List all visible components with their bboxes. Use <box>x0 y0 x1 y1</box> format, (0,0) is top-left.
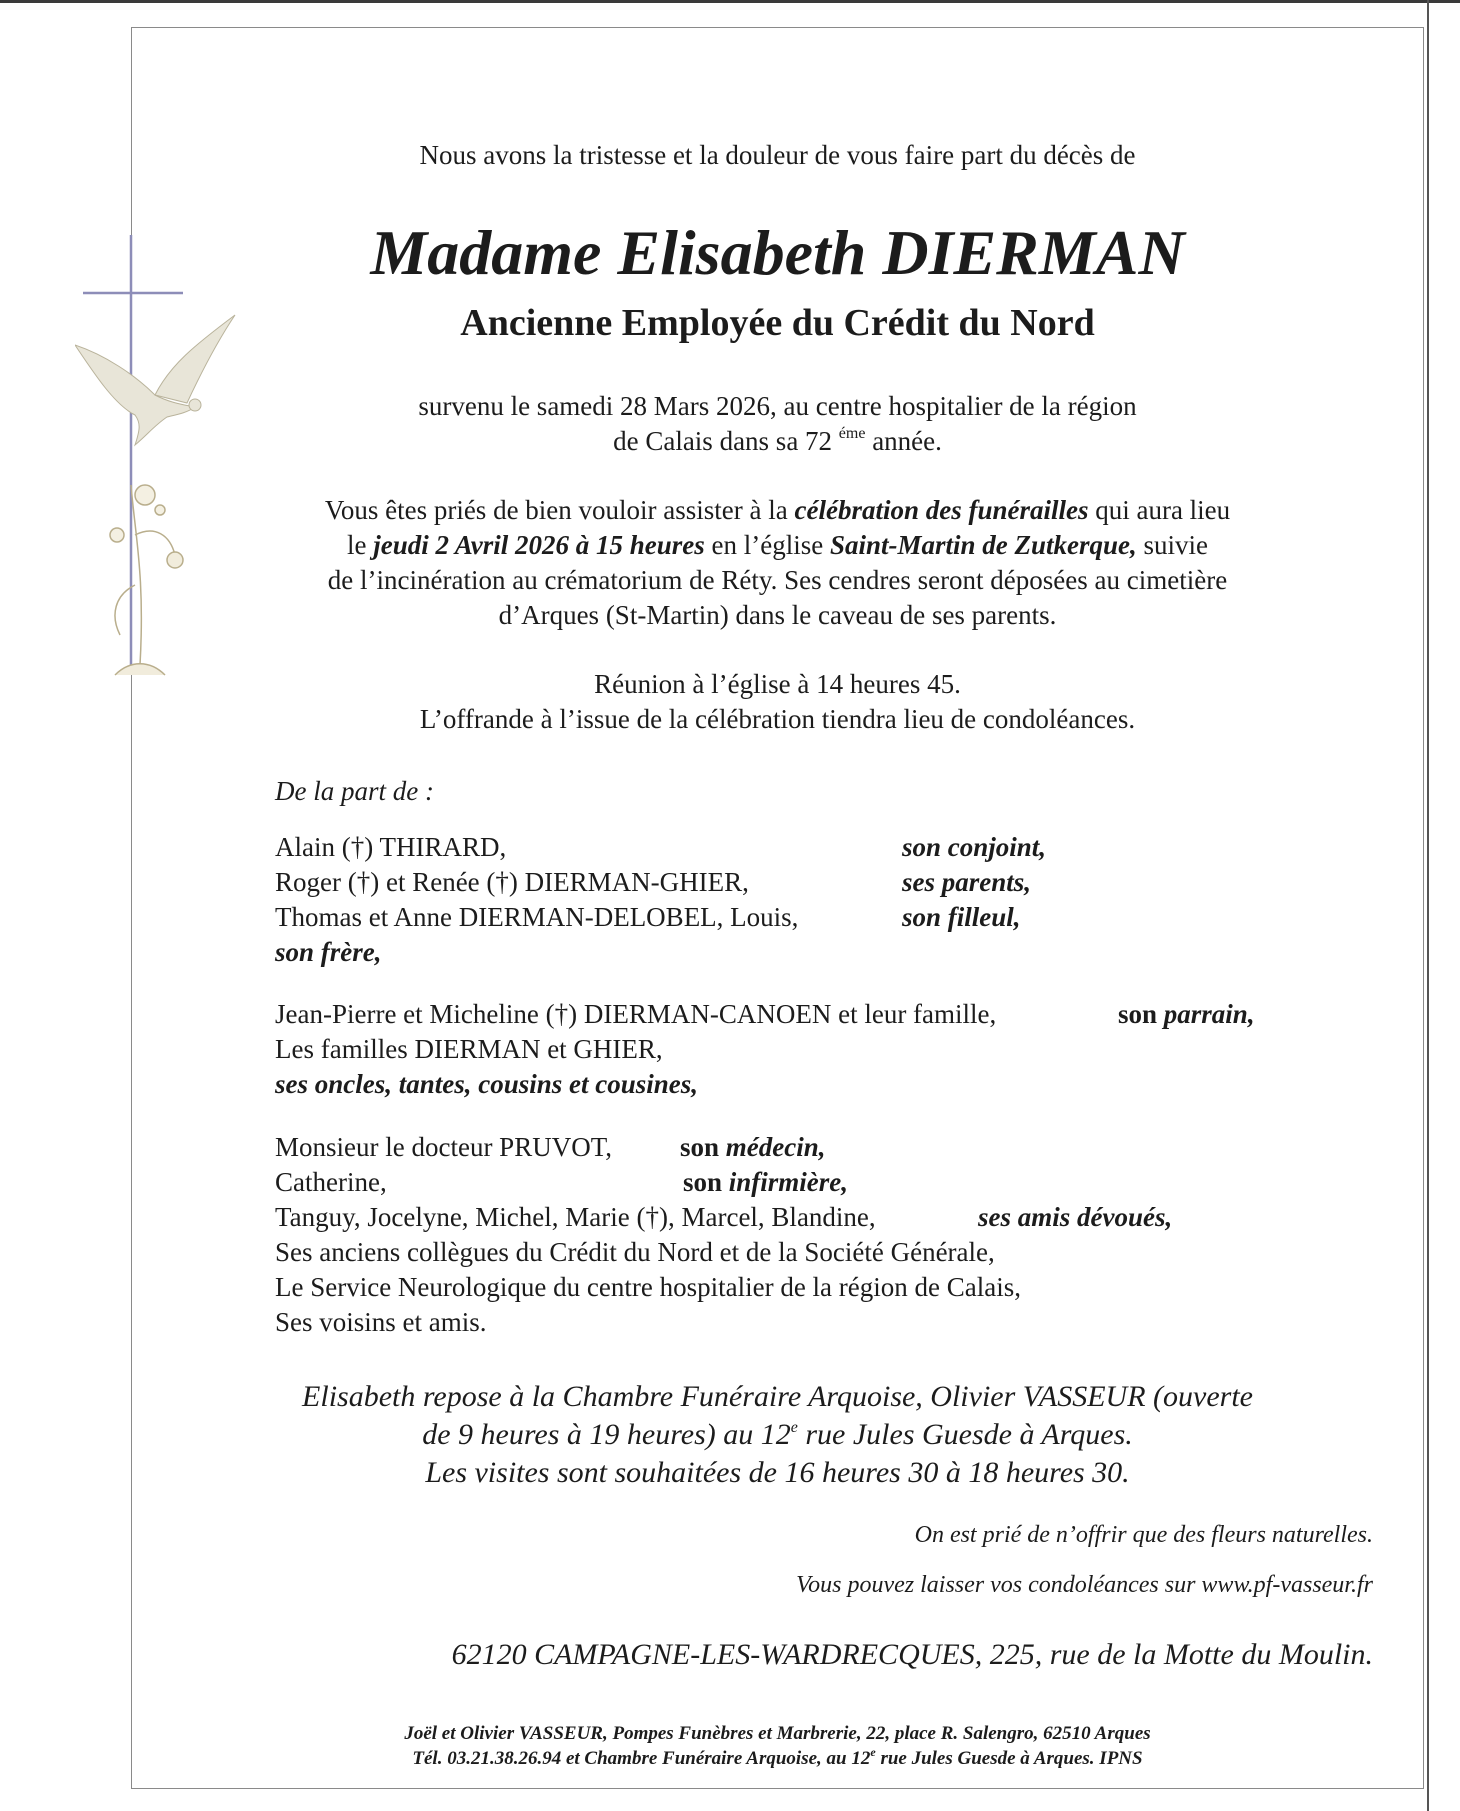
right-border-line <box>1427 0 1429 1811</box>
others-row-1-relation: son médecin, <box>680 1132 826 1162</box>
funeral-line-4: d’Arques (St-Martin) dans le caveau de ses parents. <box>498 600 1057 630</box>
footer-line-2: Tél. 03.21.38.26.94 et Chambre Funéraire Arquoise, au 12e rue Jules Guesde à Arques. IPNS <box>412 1745 1143 1769</box>
family-row-4-relation: son parrain, <box>1118 999 1255 1029</box>
flowers-note: On est prié de n’offrir que des fleurs naturelles. <box>914 1522 1373 1548</box>
family-row-2-relation: ses parents, <box>902 867 1032 897</box>
rest-line-2: de 9 heures à 19 heures) au 12e rue Jules Guesde à Arques. <box>422 1418 1133 1451</box>
funeral-line-1: Vous êtes priés de bien vouloir assister à la célébration des funérailles qui aura lieu <box>324 495 1231 525</box>
family-row-3-name: Thomas et Anne DIERMAN-DELOBEL, Louis, <box>275 902 799 932</box>
family-row-4-name: Jean-Pierre et Micheline (†) DIERMAN-CANOEN et leur famille, <box>275 999 997 1029</box>
family-row-1-relation: son conjoint, <box>902 832 1047 862</box>
meeting-line-2: L’offrande à l’issue de la célébration tiendra lieu de condoléances. <box>419 704 1136 734</box>
others-row-3-relation: ses amis dévoués, <box>978 1202 1173 1232</box>
funeral-line-2: le jeudi 2 Avril 2026 à 15 heures en l’église Saint-Martin de Zutkerque, suivie <box>346 530 1209 560</box>
family-row-6: ses oncles, tantes, cousins et cousines, <box>275 1069 699 1099</box>
funeral-line-3: de l’incinération au crématorium de Réty. Ses cendres seront déposées au cimetière <box>327 565 1228 595</box>
family-row-1-name: Alain (†) THIRARD, <box>275 832 507 862</box>
death-line-2: de Calais dans sa 72 $^{éme}$ année. <box>613 425 942 456</box>
others-row-4: Ses anciens collègues du Crédit du Nord et de la Société Générale, <box>275 1237 995 1267</box>
others-row-2-name: Catherine, <box>275 1167 387 1197</box>
family-row-3-relation: son filleul, <box>902 902 1021 932</box>
others-row-1-name: Monsieur le docteur PRUVOT, <box>275 1132 612 1162</box>
deceased-name <box>131 214 1424 292</box>
others-row-5: Le Service Neurologique du centre hospitalier de la région de Calais, <box>275 1272 1021 1302</box>
others-row-6: Ses voisins et amis. <box>275 1307 487 1337</box>
from-label: De la part de : <box>275 776 434 806</box>
family-row-3-sub: son frère, <box>275 937 382 967</box>
deceased-name-text: Madame Elisabeth DIERMAN <box>370 217 1185 288</box>
rest-line-3: Les visites sont souhaitées de 16 heures 30 à 18 heures 30. <box>425 1456 1130 1489</box>
family-row-2-name: Roger (†) et Renée (†) DIERMAN-GHIER, <box>275 867 749 897</box>
rest-line-1: Elisabeth repose à la Chambre Funéraire Arquoise, Olivier VASSEUR (ouverte <box>302 1380 1253 1413</box>
intro-text: Nous avons la tristesse et la douleur de vous faire part du décès de <box>419 140 1136 170</box>
funeral-home-address: 62120 CAMPAGNE-LES-WARDRECQUES, 225, rue de la Motte du Moulin. <box>451 1638 1373 1671</box>
others-row-2-relation: son infirmière, <box>683 1167 849 1197</box>
meeting-line-1: Réunion à l’église à 14 heures 45. <box>594 669 961 699</box>
occupation: Ancienne Employée du Crédit du Nord <box>460 302 1095 344</box>
death-line-1: survenu le samedi 28 Mars 2026, au centre hospitalier de la région <box>418 391 1137 421</box>
top-border-line <box>0 0 1460 3</box>
footer-line-1: Joël et Olivier VASSEUR, Pompes Funèbres et Marbrerie, 22, place R. Salengro, 62510 Arques <box>404 1723 1151 1744</box>
family-row-5: Les familles DIERMAN et GHIER, <box>275 1034 663 1064</box>
others-row-3-name: Tanguy, Jocelyne, Michel, Marie (†), Marcel, Blandine, <box>275 1202 876 1232</box>
condolences-note: Vous pouvez laisser vos condoléances sur www.pf-vasseur.fr <box>796 1572 1373 1598</box>
